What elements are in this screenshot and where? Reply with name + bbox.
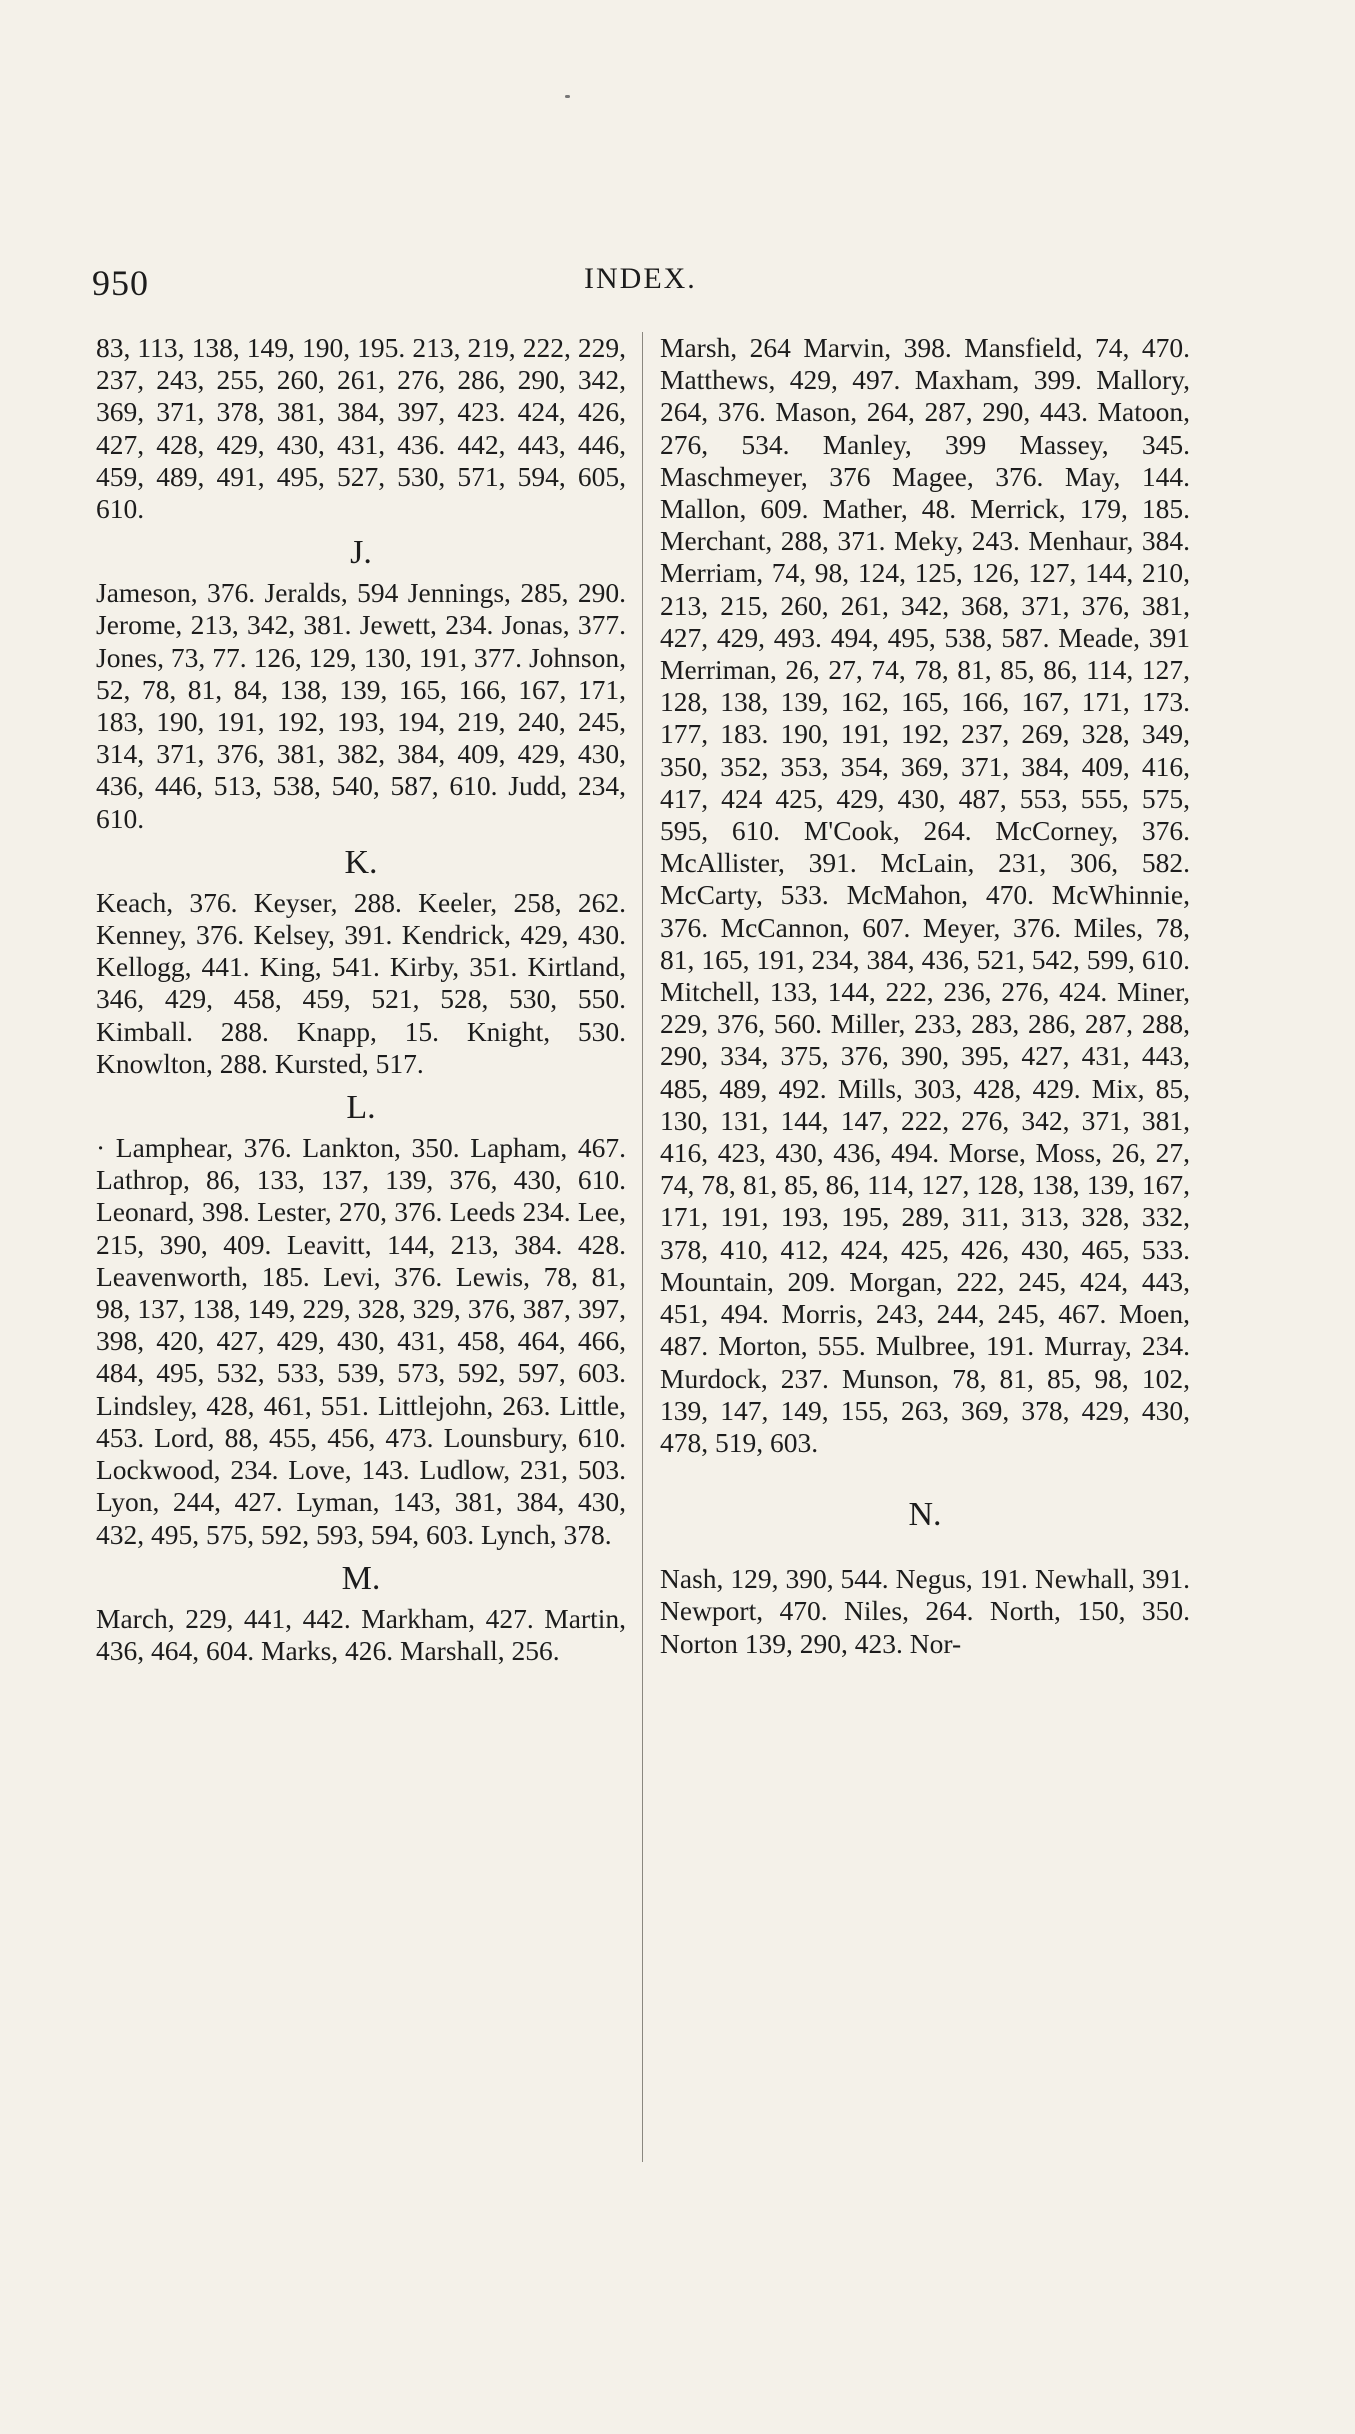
letter-heading-m: M. [341,1559,381,1597]
running-head: INDEX. [584,262,697,295]
index-paragraph-k: Keach, 376. Keyser, 288. Keeler, 258, 262. Kenney, 376. Kelsey, 391. Kendrick, 429, 430. Kellogg, 441. King, 541. Kirby, 351. Kirtland, 346, 429, 458, 459, 521, 528, 530, 550. Kimball. 288. Knapp, 15. Knight, 530. Knowlton, 288. Kursted, 517. [96,886,626,1079]
index-paragraph-m: March, 229, 441, 442. Markham, 427. Martin, 436, 464, 604. Marks, 426. Marshall, 256. [96,1602,626,1666]
letter-heading-n: N. [908,1496,942,1534]
index-paragraph-l: · Lamphear, 376. Lankton, 350. Lapham, 467. Lathrop, 86, 133, 137, 139, 376, 430, 610. Leonard, 398. Lester, 270, 376. Leeds 234. Lee, 215, 390, 409. Leavitt, 144, 213, 384. 428. Leavenworth, 185. Levi, 376. Lewis, 78, 81, 98, 137, 138, 149, 229, 328, 329, 376, 387, 397, 398, 420, 427, 429, 430, 431, 458, 464, 466, 484, 495, 532, 533, 539, 573, 592, 597, 603. Lindsley, 428, 461, 551. Littlejohn, 263. Little, 453. Lord, 88, 455, 456, 473. Lounsbury, 610. Lockwood, 234. Love, 143. Ludlow, 231, 503. Lyon, 244, 427. Lyman, 143, 381, 384, 430, 432, 495, 575, 592, 593, 594, 603. Lynch, 378. [96,1132,626,1550]
right-column [660,332,1190,1660]
index-paragraph-j: Jameson, 376. Jeralds, 594 Jennings, 285, 290. Jerome, 213, 342, 381. Jewett, 234. Jonas, 377. Jones, 73, 77. 126, 129, 130, 191, 377. Johnson, 52, 78, 81, 84, 138, 139, 165, 166, 167, 171, 183, 190, 191, 192, 193, 194, 219, 240, 245, 314, 371, 376, 381, 382, 384, 409, 429, 430, 436, 446, 513, 538, 540, 587, 610. Judd, 234, 610. [96,577,626,834]
letter-heading-l: L. [346,1089,376,1127]
ink-speck [565,95,570,98]
page-number: 950 [92,263,149,303]
left-column [96,332,626,1667]
index-paragraph-continuation: 83, 113, 138, 149, 190, 195. 213, 219, 222, 229, 237, 243, 255, 260, 261, 276, 286, 290, 342, 369, 371, 378, 381, 384, 397, 423. 424, 426, 427, 428, 429, 430, 431, 436. 442, 443, 446, 459, 489, 491, 495, 527, 530, 571, 594, 605, 610. [96,332,626,525]
index-paragraph-m-continued: Marsh, 264 Marvin, 398. Mansfield, 74, 470. Matthews, 429, 497. Maxham, 399. Mallory, 264, 376. Mason, 264, 287, 290, 443. Matoon, 276, 534. Manley, 399 Massey, 345. Maschmeyer, 376 Magee, 376. May, 144. Mallon, 609. Mather, 48. Merrick, 179, 185. Merchant, 288, 371. Meky, 243. Menhaur, 384. Merriam, 74, 98, 124, 125, 126, 127, 144, 210, 213, 215, 260, 261, 342, 368, 371, 376, 381, 427, 429, 493. 494, 495, 538, 587. Meade, 391 Merriman, 26, 27, 74, 78, 81, 85, 86, 114, 127, 128, 138, 139, 162, 165, 166, 167, 171, 173. 177, 183. 190, 191, 192, 237, 269, 328, 349, 350, 352, 353, 354, 369, 371, 384, 409, 416, 417, 424 425, 429, 430, 487, 553, 555, 575, 595, 610. M'Cook, 264. McCorney, 376. McAllister, 391. McLain, 231, 306, 582. McCarty, 533. McMahon, 470. McWhinnie, 376. McCannon, 607. Meyer, 376. Miles, 78, 81, 165, 191, 234, 384, 436, 521, 542, 599, 610. Mitchell, 133, 144, 222, 236, 276, 424. Miner, 229, 376, 560. Miller, 233, 283, 286, 287, 288, 290, 334, 375, 376, 390, 395, 427, 431, 443, 485, 489, 492. Mills, 303, 428, 429. Mix, 85, 130, 131, 144, 147, 222, 276, 342, 371, 381, 416, 423, 430, 436, 494. Morse, Moss, 26, 27, 74, 78, 81, 85, 86, 114, 127, 128, 138, 139, 167, 171, 191, 193, 195, 289, 311, 313, 328, 332, 378, 410, 412, 424, 425, 426, 430, 465, 533. Mountain, 209. Morgan, 222, 245, 424, 443, 451, 494. Morris, 243, 244, 245, 467. Moen, 487. Morton, 555. Mulbree, 191. Murray, 234. Murdock, 237. Munson, 78, 81, 85, 98, 102, 139, 147, 149, 155, 263, 369, 378, 429, 430, 478, 519, 603. [660,332,1190,1458]
column-divider [642,332,643,2162]
page-header [92,262,712,310]
index-paragraph-n: Nash, 129, 390, 544. Negus, 191. Newhall, 391. Newport, 470. Niles, 264. North, 150, 350. Norton 139, 290, 423. Nor- [660,1563,1190,1659]
letter-heading-k: K. [344,843,378,881]
letter-heading-j: J. [350,534,372,572]
